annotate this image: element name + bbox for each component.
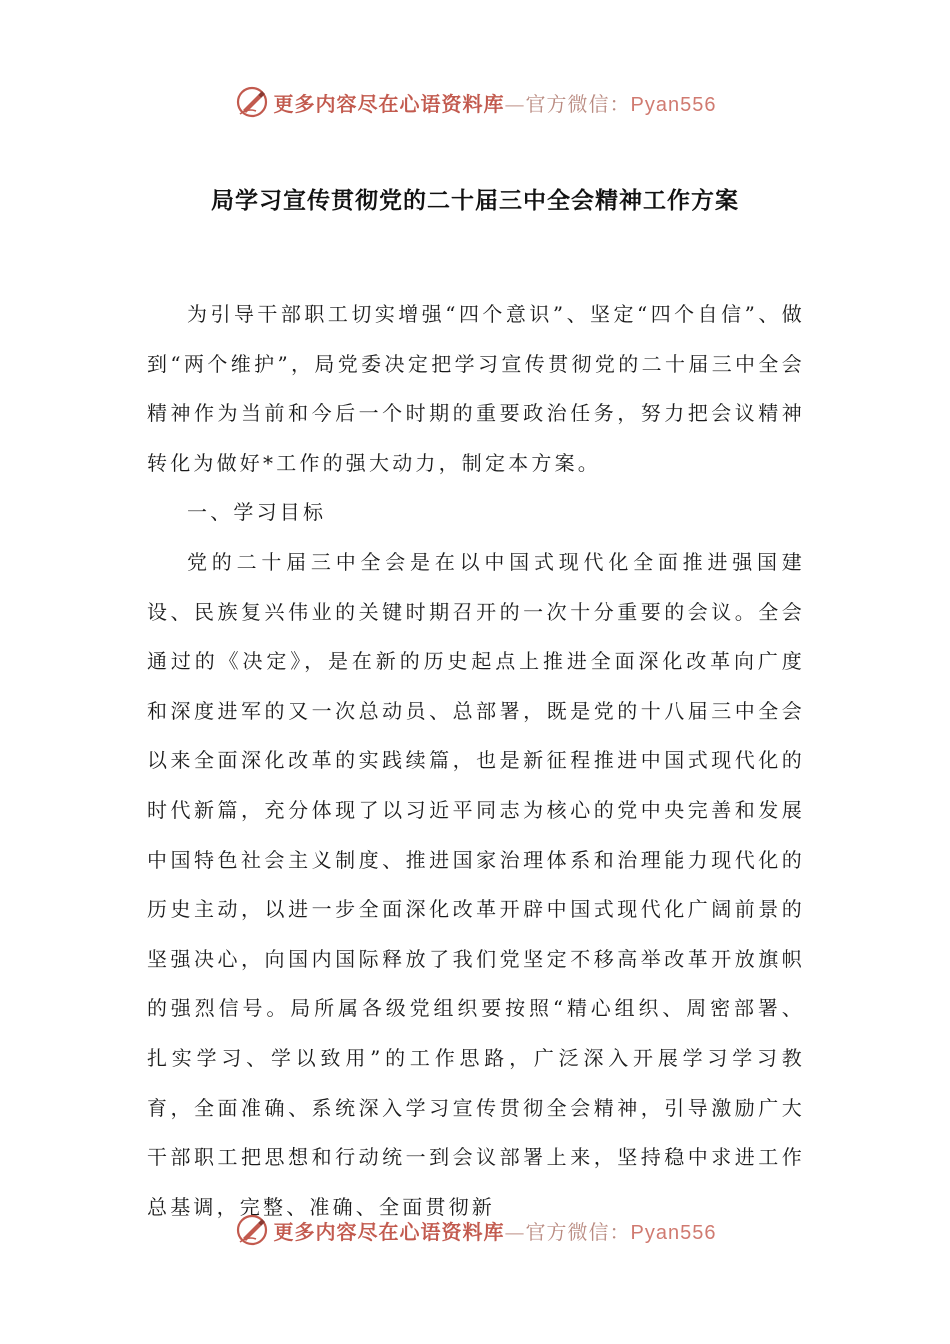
document-body — [147, 290, 805, 1232]
section-heading: 一、学习目标 — [187, 500, 327, 525]
watermark-brand: 更多内容尽在心语资料库 — [273, 91, 505, 116]
watermark-separator: — — [504, 91, 526, 116]
watermark-text — [274, 88, 717, 117]
document-title: 局学习宣传贯彻党的二十届三中全会精神工作方案 — [211, 188, 739, 214]
footer-watermark — [0, 1210, 950, 1250]
pen-logo-icon — [234, 84, 270, 120]
watermark-brand: 更多内容尽在心语资料库 — [273, 1219, 505, 1244]
pen-logo-icon — [234, 1212, 270, 1248]
watermark-text — [274, 1216, 717, 1245]
watermark-wechat-id: Pyan556 — [630, 93, 717, 116]
watermark-official: 官方微信： — [525, 1219, 631, 1244]
section-paragraph: 党的二十届三中全会是在以中国式现代化全面推进强国建设、民族复兴伟业的关键时期召开的一次十分重要的会议。全会通过的《决定》，是在新的历史起点上推进全面深化改革向广度和深度进军的又一次总动员、总部署，既是党的十八届三中全会以来全面深化改革的实践续篇，也是新征程推进中国式现代化的时代新篇，充分体现了以习近平同志为核心的党中央完善和发展中国特色社会主义制度、推进国家治理体系和治理能力现代化的历史主动，以进一步全面深化改革开辟中国式现代化广阔前景的坚强决心，向国内国际释放了我们党坚定不移高举改革开放旗帜的强烈信号。局所属各级党组织要按照“精心组织、周密部署、扎实学习、学以致用”的工作思路，广泛深入开展学习学习教育，全面准确、系统深入学习宣传贯彻全会精神，引导激励广大干部职工把思想和行动统一到会议部署上来，坚持稳中求进工作总基调，完整、准确、全面贯彻新 — [147, 549, 805, 1219]
watermark-official: 官方微信： — [525, 91, 631, 116]
intro-paragraph: 为引导干部职工切实增强“四个意识”、坚定“四个自信”、做到“两个维护”，局党委决定把学习宣传贯彻党的二十届三中全会精神作为当前和今后一个时期的重要政治任务，努力把会议精神转化为做好*工作的强大动力，制定本方案。 — [147, 302, 805, 475]
header-watermark — [0, 82, 950, 122]
watermark-separator: — — [504, 1219, 526, 1244]
watermark-wechat-id: Pyan556 — [630, 1221, 717, 1244]
